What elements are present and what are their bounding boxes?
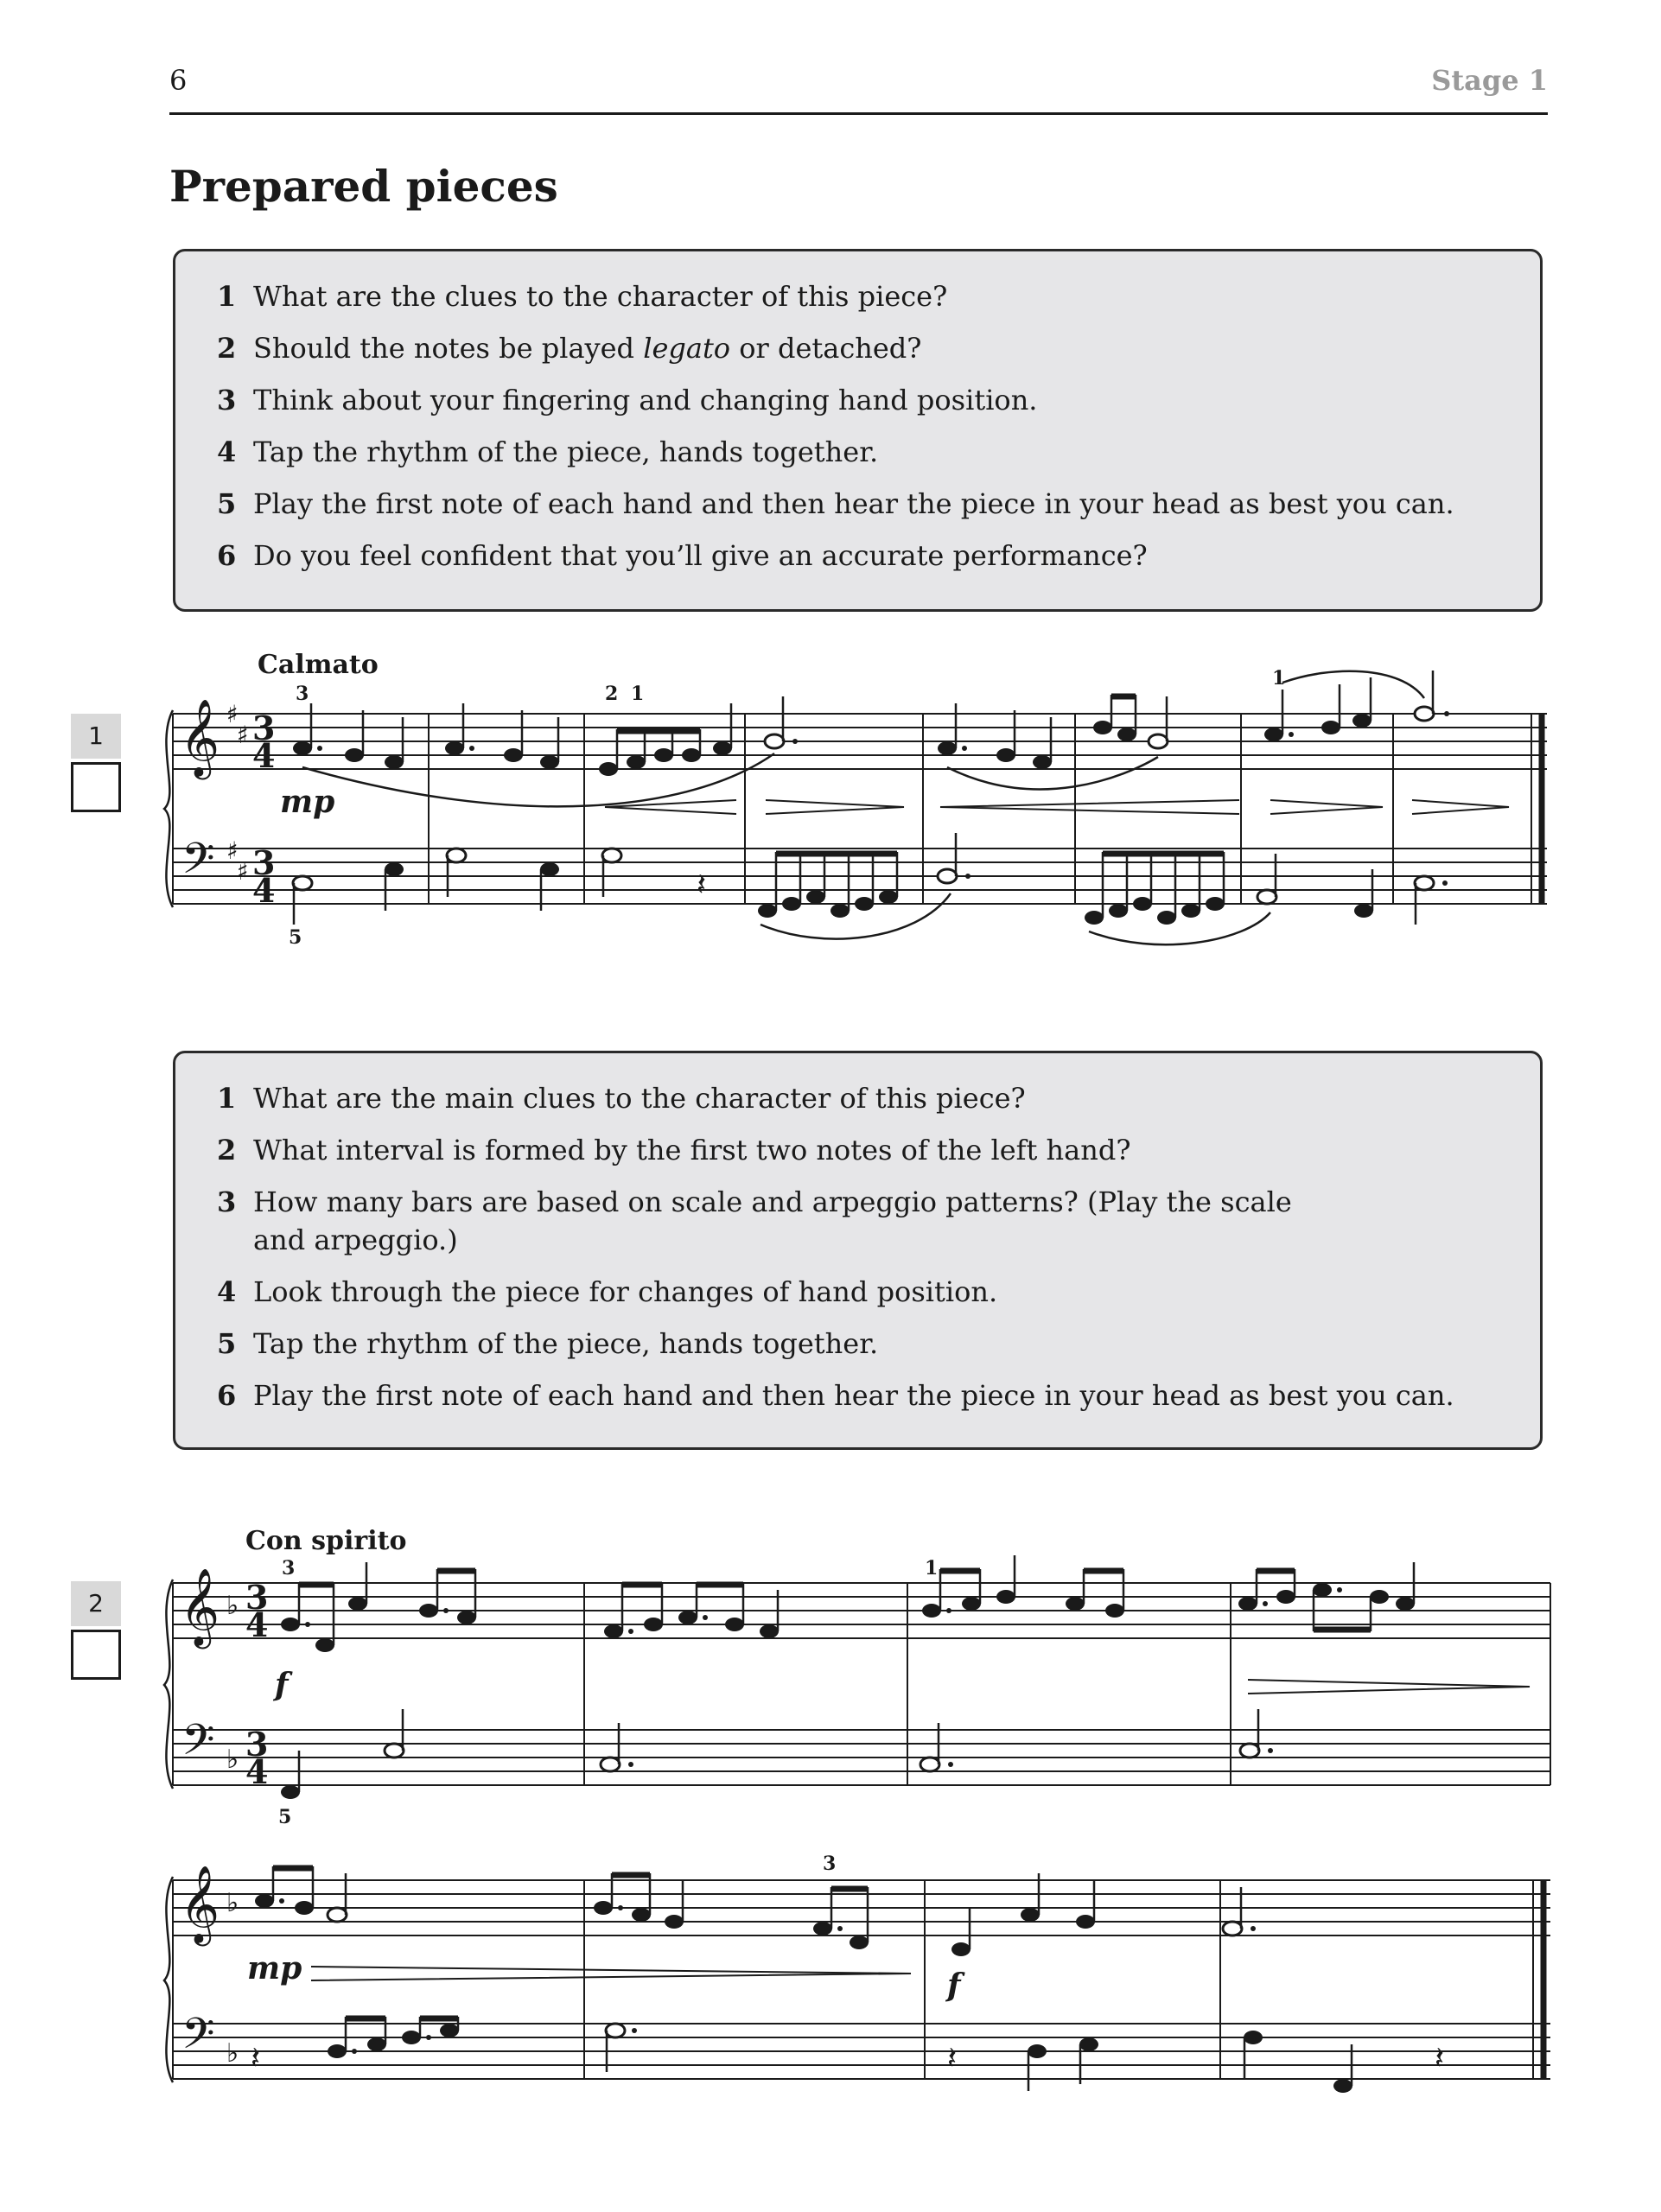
fingering: 5 (278, 1806, 292, 1828)
time-sig-top: 3 (252, 709, 276, 747)
time-sig-top: 3 (245, 1725, 269, 1764)
rest-icon: 𝄽 (947, 2041, 958, 2076)
question-item: 3 Think about your fingering and changing hand position. (217, 384, 1038, 416)
time-sig-bottom: 4 (252, 871, 276, 910)
section-title: Prepared pieces (169, 161, 558, 212)
piece-2-number: 2 (71, 1581, 121, 1626)
bass-clef-icon: 𝄢 (181, 1715, 215, 1776)
bass-clef-icon: 𝄢 (181, 834, 215, 894)
fingering: 5 (289, 926, 302, 949)
question-item: 2 Should the notes be played legato or detached? (217, 332, 922, 365)
dynamic-marking: f (275, 1667, 289, 1703)
piece-2-barlines-2 (584, 1880, 1543, 2079)
piece-1-system (164, 667, 1547, 949)
time-sig-bottom: 4 (252, 736, 276, 775)
piece-1-tempo: Calmato (258, 650, 379, 680)
sharp-icon: ♯ (237, 857, 249, 886)
sharp-icon: ♯ (237, 721, 249, 749)
flat-icon: ♭ (226, 2038, 239, 2069)
time-sig-bottom: 4 (245, 1752, 269, 1791)
fingering: 3 (282, 1557, 296, 1580)
question-item: 6 Play the first note of each hand and then hear the piece in your head as best you can. (217, 1379, 1454, 1412)
question-item: 5 Play the first note of each hand and then hear the piece in your head as best you can. (217, 487, 1454, 520)
piece-2-tempo: Con spirito (245, 1526, 407, 1556)
flat-icon: ♭ (226, 1591, 239, 1621)
question-item: 2 What interval is formed by the first two notes of the left hand? (217, 1134, 1131, 1166)
time-sig-top: 3 (245, 1578, 269, 1617)
question-item: 3 How many bars are based on scale and arpeggio patterns? (Play the scale and arpeggio.) (217, 1185, 1292, 1256)
piece-1-slur (302, 753, 774, 806)
flat-icon: ♭ (226, 1888, 239, 1918)
stage-label: Stage 1 (1431, 64, 1548, 97)
piece-2-hairpin (1248, 1680, 1530, 1694)
flat-icon: ♭ (226, 1745, 239, 1775)
fingering: 3 (823, 1853, 837, 1875)
piece-1-slur (1282, 671, 1424, 698)
question-item: 5 Tap the rhythm of the piece, hands together. (217, 1327, 879, 1360)
dynamic-marking: mp (247, 1950, 302, 1986)
sharp-icon: ♯ (226, 700, 239, 728)
fingering: 1 (1272, 667, 1286, 690)
question-item: 1 What are the clues to the character of this piece? (217, 280, 948, 313)
fingering: 2 (605, 683, 619, 705)
piece-2-system-2 (164, 1853, 1550, 2093)
bass-clef-icon: 𝄢 (181, 2009, 215, 2069)
page-number: 6 (169, 64, 188, 97)
fingering: 1 (925, 1557, 939, 1580)
rest-icon: 𝄽 (697, 868, 707, 903)
piece-2-bass-staff-2 (173, 2024, 1550, 2079)
piece-1-bass-staff (173, 849, 1547, 904)
time-sig-top: 3 (252, 843, 276, 882)
question-item: 4 Look through the piece for changes of hand position. (217, 1275, 998, 1308)
treble-clef-icon: 𝄞 (180, 1866, 220, 1943)
fingering: 1 (631, 683, 645, 705)
question-item: 6 Do you feel confident that you’ll give an accurate performance? (217, 539, 1148, 572)
piece-2-hairpin (311, 1967, 911, 1980)
piece-1-brace (164, 710, 173, 907)
fingering: 3 (296, 683, 309, 705)
dynamic-marking: f (947, 1967, 961, 2004)
piece-1-bass-notes (293, 833, 1448, 925)
dynamic-marking: mp (280, 784, 335, 820)
piece-1-slur (947, 757, 1158, 789)
question-item: 1 What are the main clues to the character of this piece? (217, 1082, 1026, 1115)
piece-1-number: 1 (71, 714, 121, 759)
piece-2-brace (164, 1580, 173, 1789)
sharp-icon: ♯ (226, 836, 239, 865)
treble-clef-icon: 𝄞 (180, 699, 220, 777)
piece-2-bass-staff (173, 1730, 1550, 1785)
question-item: 4 Tap the rhythm of the piece, hands together. (217, 435, 879, 468)
piece-2-brace-2 (164, 1877, 173, 2082)
rest-icon: 𝄽 (251, 2041, 261, 2076)
treble-clef-icon: 𝄞 (180, 1568, 220, 1646)
piece-1-treble-staff (173, 714, 1547, 769)
piece-2-bass-notes-2 (251, 2017, 1444, 2093)
time-sig-bottom: 4 (245, 1605, 269, 1644)
piece-2-system-1 (164, 1555, 1550, 1828)
rest-icon: 𝄽 (1435, 2041, 1445, 2076)
piece-1-hairpins (605, 800, 1509, 814)
